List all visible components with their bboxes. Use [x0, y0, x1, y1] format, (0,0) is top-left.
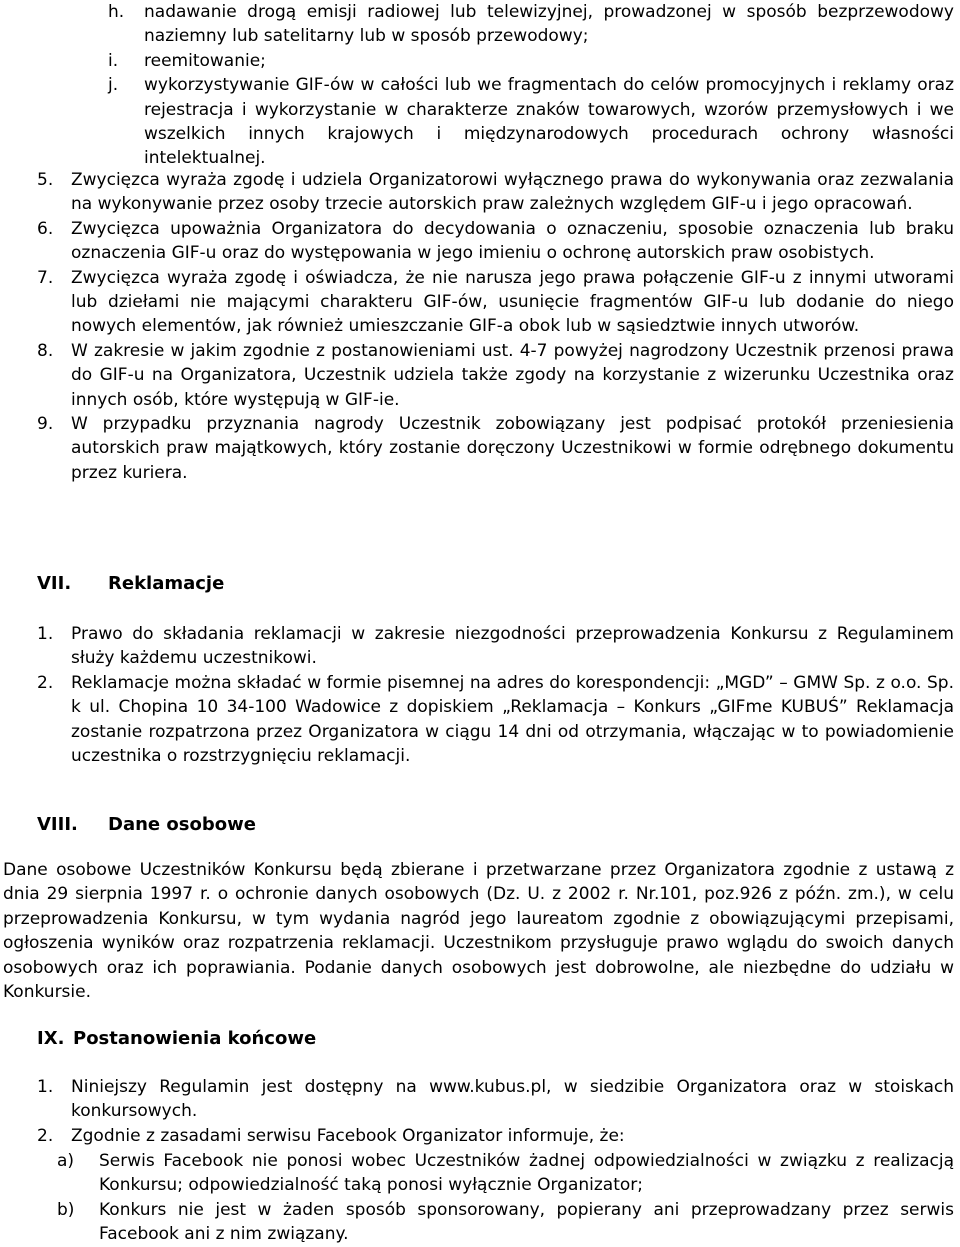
list-item-text: W przypadku przyznania nagrody Uczestnik zobowiązany jest podpisać protokół przeniesienia autorskich praw majątkowych, który zostanie doręczony Uczestnikowi w formie odrębnego dokumentu przez kuriera.: [71, 414, 954, 483]
list-item-text: Konkurs nie jest w żaden sposób sponsorowany, popierany ani przeprowadzany przez serwis Facebook ani z nim związany.: [99, 1199, 954, 1245]
section-heading: [37, 1027, 316, 1051]
list-marker: 9.: [37, 414, 54, 435]
list-item-text: nadawanie drogą emisji radiowej lub telewizyjnej, prowadzonej w sposób bezprzewodowy naziemny lub satelitarny lub w sposób przewodowy;: [144, 2, 954, 47]
list-item: [37, 339, 954, 412]
dane-osobowe-paragraph: Dane osobowe Uczestników Konkursu będą zbierane i przetwarzane przez Organizatora zgodnie z ustawą z dnia 29 sierpnia 1997 r. o ochronie danych osobowych (Dz. U. z 2002 r. Nr.101, poz.926 z późn. zm.), w celu przeprowadzenia Konkursu, w tym wydania nagród jego laureatom zgodnie z obowiązującymi przepisami, ogłoszenia wyników oraz rozpatrzenia reklamacji. Uczestnikom przysługuje prawo wglądu do swoich danych osobowych oraz ich poprawiania. Podanie danych osobowych jest dobrowolne, ale niezbędne do udziału w Konkursie.: [3, 860, 954, 1003]
list-item: [37, 412, 954, 485]
numbered-list: [37, 168, 954, 485]
list-item-text: Prawo do składania reklamacji w zakresie niezgodności przeprowadzenia Konkursu z Regulaminem służy każdemu uczestnikowi.: [71, 624, 954, 669]
list-marker: 1.: [37, 624, 54, 644]
list-item-text: reemitowanie;: [144, 50, 266, 71]
list-marker: 2.: [37, 672, 54, 693]
list-marker: b): [57, 1199, 75, 1220]
list-item-text: Zwycięzca upoważnia Organizatora do decydowania o oznaczeniu, sposobie oznaczenia lub braku oznaczenia GIF-u oraz do występowania w jego imieniu o ochronę autorskich praw osobistych.: [71, 218, 954, 264]
list-marker: j.: [108, 75, 119, 96]
list-marker: h.: [108, 2, 125, 22]
section-title: Dane osobowe: [108, 814, 256, 835]
list-item-text: Reklamacje można składać w formie pisemnej na adres do korespondencji: „MGD” – GMW Sp. z o.o. Sp. k ul. Chopina 10 34-100 Wadowice z dopiskiem „Reklamacja – Konkurs „GIFme KUBUŚ” Reklamacja zostanie rozpatrzona przez Organizatora w ciągu 14 dni od otrzymania, włączając w to powiadomienie uczestnika o rozstrzygnięciu reklamacji.: [71, 672, 954, 767]
list-marker: 6.: [37, 218, 54, 239]
section-number: IX.: [37, 1028, 65, 1049]
list-item: [37, 266, 954, 339]
section-heading: [37, 813, 256, 837]
list-item: [37, 1124, 954, 1148]
list-item: [37, 217, 954, 266]
section-title: Postanowienia końcowe: [73, 1028, 317, 1049]
section-title: Reklamacje: [108, 573, 225, 594]
list-item: [57, 1198, 954, 1247]
list-item: [37, 671, 954, 769]
list-item: [37, 1075, 954, 1124]
section-number: VIII.: [37, 814, 78, 835]
list-item-text: Zwycięzca wyraża zgodę i udziela Organizatorowi wyłącznego prawa do wykonywania oraz zezwalania na wykonywanie przez osoby trzecie autorskich praw zależnych względem GIF-u i jego opracowań.: [71, 170, 954, 215]
list-item: [37, 168, 954, 217]
list-marker: 7.: [37, 267, 54, 288]
facebook-sublist: [57, 1149, 954, 1247]
list-marker: a): [57, 1151, 75, 1171]
letter-list: [108, 0, 954, 171]
list-item: [108, 0, 954, 49]
list-marker: 1.: [37, 1077, 54, 1097]
section-heading: [37, 572, 224, 596]
list-item-text: wykorzystywanie GIF-ów w całości lub we fragmentach do celów promocyjnych i reklamy oraz rejestracja i wykorzystanie w charakterze znaków towarowych, wzorów przemysłowych i we wszelkich innych krajowych i międzynarodowych procedurach ochrony własności intelektualnej.: [144, 75, 954, 169]
reklamacje-list: [37, 622, 954, 768]
list-item: [108, 49, 954, 73]
list-item-text: Niniejszy Regulamin jest dostępny na www.kubus.pl, w siedzibie Organizatora oraz w stoiskach konkursowych.: [71, 1077, 954, 1122]
list-item: [57, 1149, 954, 1198]
list-item-text: Serwis Facebook nie ponosi wobec Uczestników żadnej odpowiedzialności w związku z realizacją Konkursu; odpowiedzialność taką ponosi wyłącznie Organizator;: [99, 1151, 954, 1196]
list-marker: 8.: [37, 340, 54, 361]
list-marker: 2.: [37, 1125, 54, 1146]
postanowienia-list: [37, 1075, 954, 1148]
list-marker: 5.: [37, 170, 54, 190]
list-marker: i.: [108, 50, 119, 71]
list-item: [108, 73, 954, 171]
list-item-text: Zgodnie z zasadami serwisu Facebook Organizator informuje, że:: [71, 1125, 625, 1146]
list-item: [37, 622, 954, 671]
list-item-text: Zwycięzca wyraża zgodę i oświadcza, że nie narusza jego prawa połączenie GIF-u z innymi utworami lub dziełami nie mającymi charakteru GIF-ów, usunięcie fragmentów GIF-u lub dodanie do niego nowych elementów, jak również umieszczanie GIF-a obok lub w sąsiedztwie innych utworów.: [71, 267, 954, 337]
list-item-text: W zakresie w jakim zgodnie z postanowieniami ust. 4-7 powyżej nagrodzony Uczestnik przenosi prawa do GIF-u na Organizatora, Uczestnik udziela także zgody na korzystanie z wizerunku Uczestnika oraz innych osób, które występują w GIF-ie.: [71, 340, 954, 410]
section-number: VII.: [37, 573, 72, 594]
